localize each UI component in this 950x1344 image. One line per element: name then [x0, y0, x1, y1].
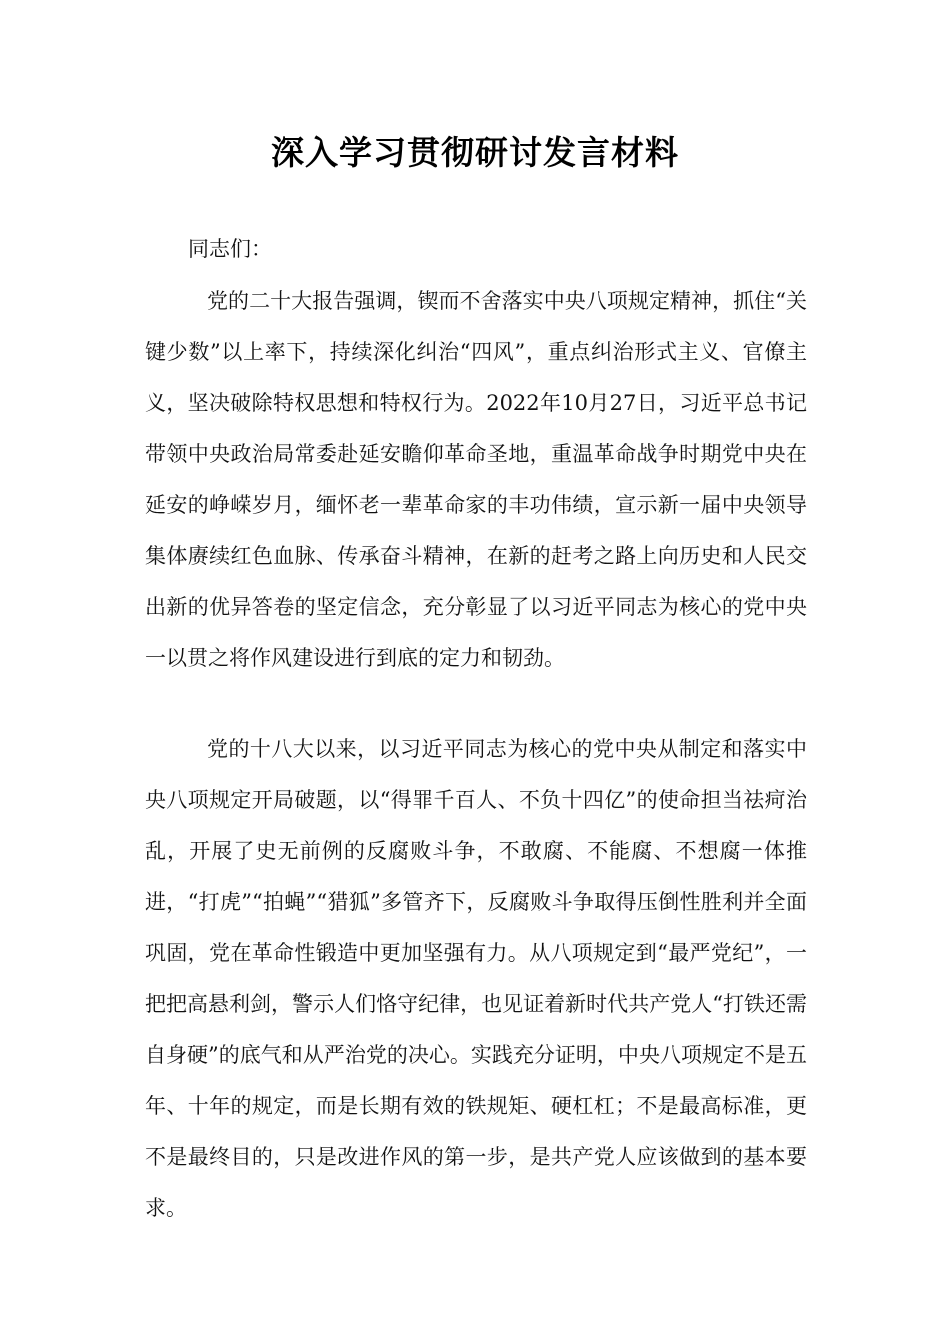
paragraph-1: 党的二十大报告强调，锲而不舍落实中央八项规定精神，抓住“关键少数”以上率下，持续深化纠治“四风”，重点纠治形式主义、官僚主义，坚决破除特权思想和特权行为。2022年10月27日，习近平总书记带领中央政治局常委赴延安瞻仰革命圣地，重温革命战争时期党中央在延安的峥嵘岁月，缅怀老一辈革命家的丰功伟绩，宣示新一届中央领导集体赓续红色血脉、传承奋斗精神，在新的赶考之路上向历史和人民交出新的优异答卷的坚定信念，充分彰显了以习近平同志为核心的党中央一以贯之将作风建设进行到底的定力和韧劲。 [145, 289, 807, 670]
document-title: 深入学习贯彻研讨发言材料 [271, 133, 679, 172]
paragraph-2: 党的十八大以来，以习近平同志为核心的党中央从制定和落实中央八项规定开局破题，以“得罪千百人、不负十四亿”的使命担当祛疴治乱，开展了史无前例的反腐败斗争，不敢腐、不能腐、不想腐一体推进，“打虎”“拍蝇”“猎狐”多管齐下，反腐败斗争取得压倒性胜利并全面巩固，党在革命性锻造中更加坚强有力。从八项规定到“最严党纪”，一把把高悬利剑，警示人们恪守纪律，也见证着新时代共产党人“打铁还需自身硬”的底气和从严治党的决心。实践充分证明，中央八项规定不是五年、十年的规定，而是长期有效的铁规矩、硬杠杠；不是最高标准，更不是最终目的，只是改进作风的第一步，是共产党人应该做到的基本要求。 [145, 737, 807, 1220]
greeting-text: 同志们： [188, 237, 272, 261]
